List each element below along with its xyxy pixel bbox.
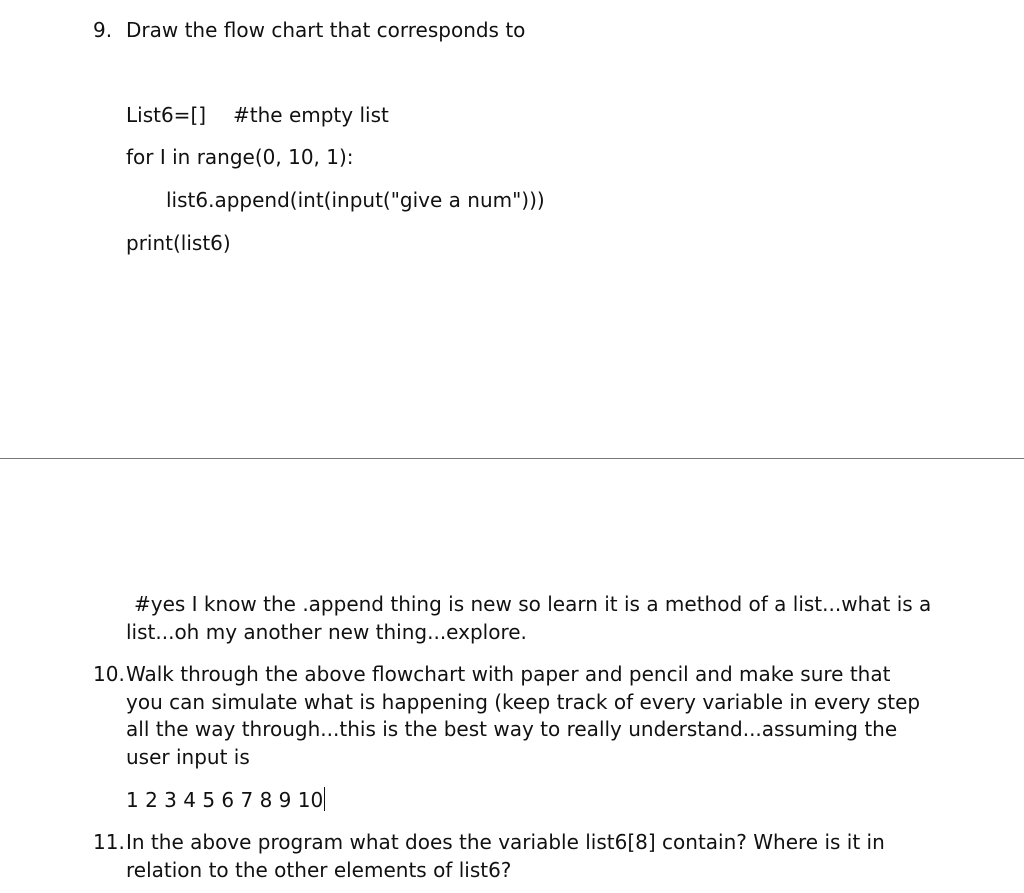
question-10-number: 10.: [93, 662, 125, 686]
user-input-values[interactable]: [126, 786, 325, 814]
question-10-line-1: Walk through the above flowchart with paper and pencil and make sure that: [126, 662, 891, 686]
question-9-number: 9.: [93, 18, 113, 42]
text-cursor: [324, 787, 325, 811]
question-11-number: 11.: [93, 830, 125, 854]
code-line-append: list6.append(int(input("give a num"))): [166, 188, 545, 212]
code-line-for-loop: for I in range(0, 10, 1):: [126, 145, 354, 169]
note-line-2: list...oh my another new thing...explore.: [126, 620, 527, 644]
code-line-print: print(list6): [126, 231, 231, 255]
question-10-line-3: all the way through...this is the best way to really understand...assuming the: [126, 717, 898, 741]
user-input-text: 1 2 3 4 5 6 7 8 9 10: [126, 788, 324, 812]
question-11-line-2: relation to the other elements of list6?: [126, 858, 512, 882]
code-line-list6-init: List6=[]: [126, 103, 207, 127]
question-11-line-1: In the above program what does the variable list6[8] contain? Where is it in: [126, 830, 885, 854]
question-9-prompt: Draw the flow chart that corresponds to: [126, 18, 526, 42]
note-line-1: #yes I know the .append thing is new so learn it is a method of a list...what is a: [134, 592, 932, 616]
code-comment-empty-list: #the empty list: [233, 103, 389, 127]
section-divider: [0, 458, 1024, 459]
question-10-line-2: you can simulate what is happening (keep track of every variable in every step: [126, 690, 921, 714]
question-10-line-4: user input is: [126, 745, 250, 769]
